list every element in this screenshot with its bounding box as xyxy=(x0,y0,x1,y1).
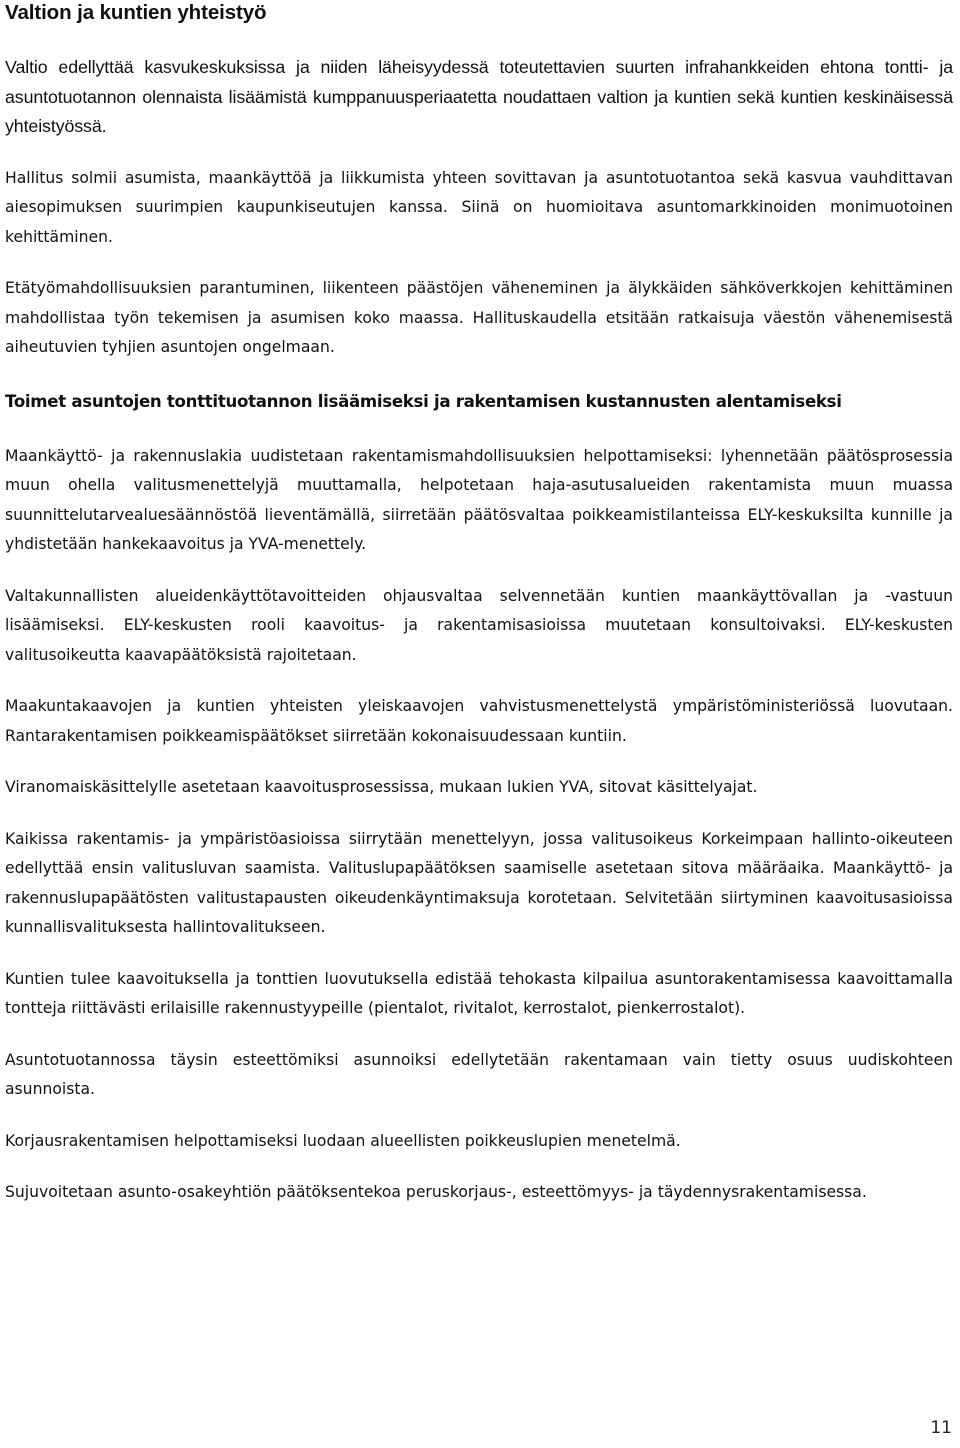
paragraph: Asuntotuotannossa täysin esteettömiksi asunnoiksi edellytetään rakentamaan vain tietty osuus uudiskohteen asunnoista. xyxy=(5,1050,953,1098)
paragraph: Sujuvoitetaan asunto-osakeyhtiön päätöksentekoa peruskorjaus-, esteettömyys- ja täydennysrakentamisessa. xyxy=(5,1183,867,1201)
paragraph: Valtio edellyttää kasvukeskuksissa ja niiden läheisyydessä toteutettavien suurten infrahankkeiden ehtona tontti- ja asuntotuotannon olennaista lisäämistä kumppanuusperiaatetta noudattaen valtion ja kuntien sekä kuntien keskinäisessä yhteistyössä. xyxy=(5,57,953,136)
section-title-toimet: Toimet asuntojen tonttituotannon lisäämiseksi ja rakentamisen kustannusten alentamiseksi xyxy=(5,391,842,411)
paragraph: Valtakunnallisten alueidenkäyttötavoitteiden ohjausvaltaa selvennetään kuntien maankäyttövallan ja -vastuun lisäämiseksi. ELY-keskusten rooli kaavoitus- ja rakentamisasioissa muutetaan konsultoivaksi. ELY-keskusten valitusoikeutta kaavapäätöksistä rajoitetaan. xyxy=(5,586,953,664)
document-page xyxy=(5,0,953,1208)
paragraph: Viranomaiskäsittelylle asetetaan kaavoitusprosessissa, mukaan lukien YVA, sitovat käsittelyajat. xyxy=(5,778,758,796)
page-number: 11 xyxy=(930,1418,952,1438)
paragraph: Hallitus solmii asumista, maankäyttöä ja liikkumista yhteen sovittavan ja asuntotuotantoa sekä kasvua vauhdittavan aiesopimuksen suurimpien kaupunkiseutujen kanssa. Siinä on huomioitava asuntomarkkinoiden monimuotoinen kehittäminen. xyxy=(5,168,953,246)
paragraph: Korjausrakentamisen helpottamiseksi luodaan alueellisten poikkeuslupien menetelmä. xyxy=(5,1131,681,1150)
paragraph: Maakuntakaavojen ja kuntien yhteisten yleiskaavojen vahvistusmenettelystä ympäristöministeriössä luovutaan. Rantarakentamisen poikkeamispäätökset siirretään kokonaisuudessaan kuntiin. xyxy=(5,697,953,745)
section-title-valtion-ja-kuntien-yhteistyo: Valtion ja kuntien yhteistyö xyxy=(5,1,267,24)
paragraph: Maankäyttö- ja rakennuslakia uudistetaan rakentamismahdollisuuksien helpottamiseksi: lyhennetään päätösprosessia muun ohella valitusmenettelyjä muuttamalla, helpotetaan haja-asutusalueiden rakentamista muun muassa suunnittelutarvealuesäännöstöä lieventämällä, siirretään päätösvaltaa poikkeamistilanteissa ELY-keskuksilta kunnille ja yhdistetään hankekaavoitus ja YVA-menettely. xyxy=(5,446,953,553)
paragraph: Kaikissa rakentamis- ja ympäristöasioissa siirrytään menettelyyn, jossa valitusoikeus Korkeimpaan hallinto-oikeuteen edellyttää ensin valitusluvan saamista. Valituslupapäätöksen saamiselle asetetaan sitova määräaika. Maankäyttö- ja rakennuslupapäätösten valitustapausten oikeudenkäyntimaksuja korotetaan. Selvitetään siirtyminen kaavoitusasioissa kunnallisvalituksesta hallintovalitukseen. xyxy=(5,829,953,936)
paragraph: Etätyömahdollisuuksien parantuminen, liikenteen päästöjen väheneminen ja älykkäiden sähköverkkojen kehittäminen mahdollistaa työn tekemisen ja asumisen koko maassa. Hallituskaudella etsitään ratkaisuja väestön vähenemisestä aiheutuvien tyhjien asuntojen ongelmaan. xyxy=(5,279,953,356)
paragraph: Kuntien tulee kaavoituksella ja tonttien luovutuksella edistää tehokasta kilpailua asuntorakentamisessa kaavoittamalla tontteja riittävästi erilaisille rakennustyypeille (pientalot, rivitalot, kerrostalot, pienkerrostalot). xyxy=(5,969,953,1017)
